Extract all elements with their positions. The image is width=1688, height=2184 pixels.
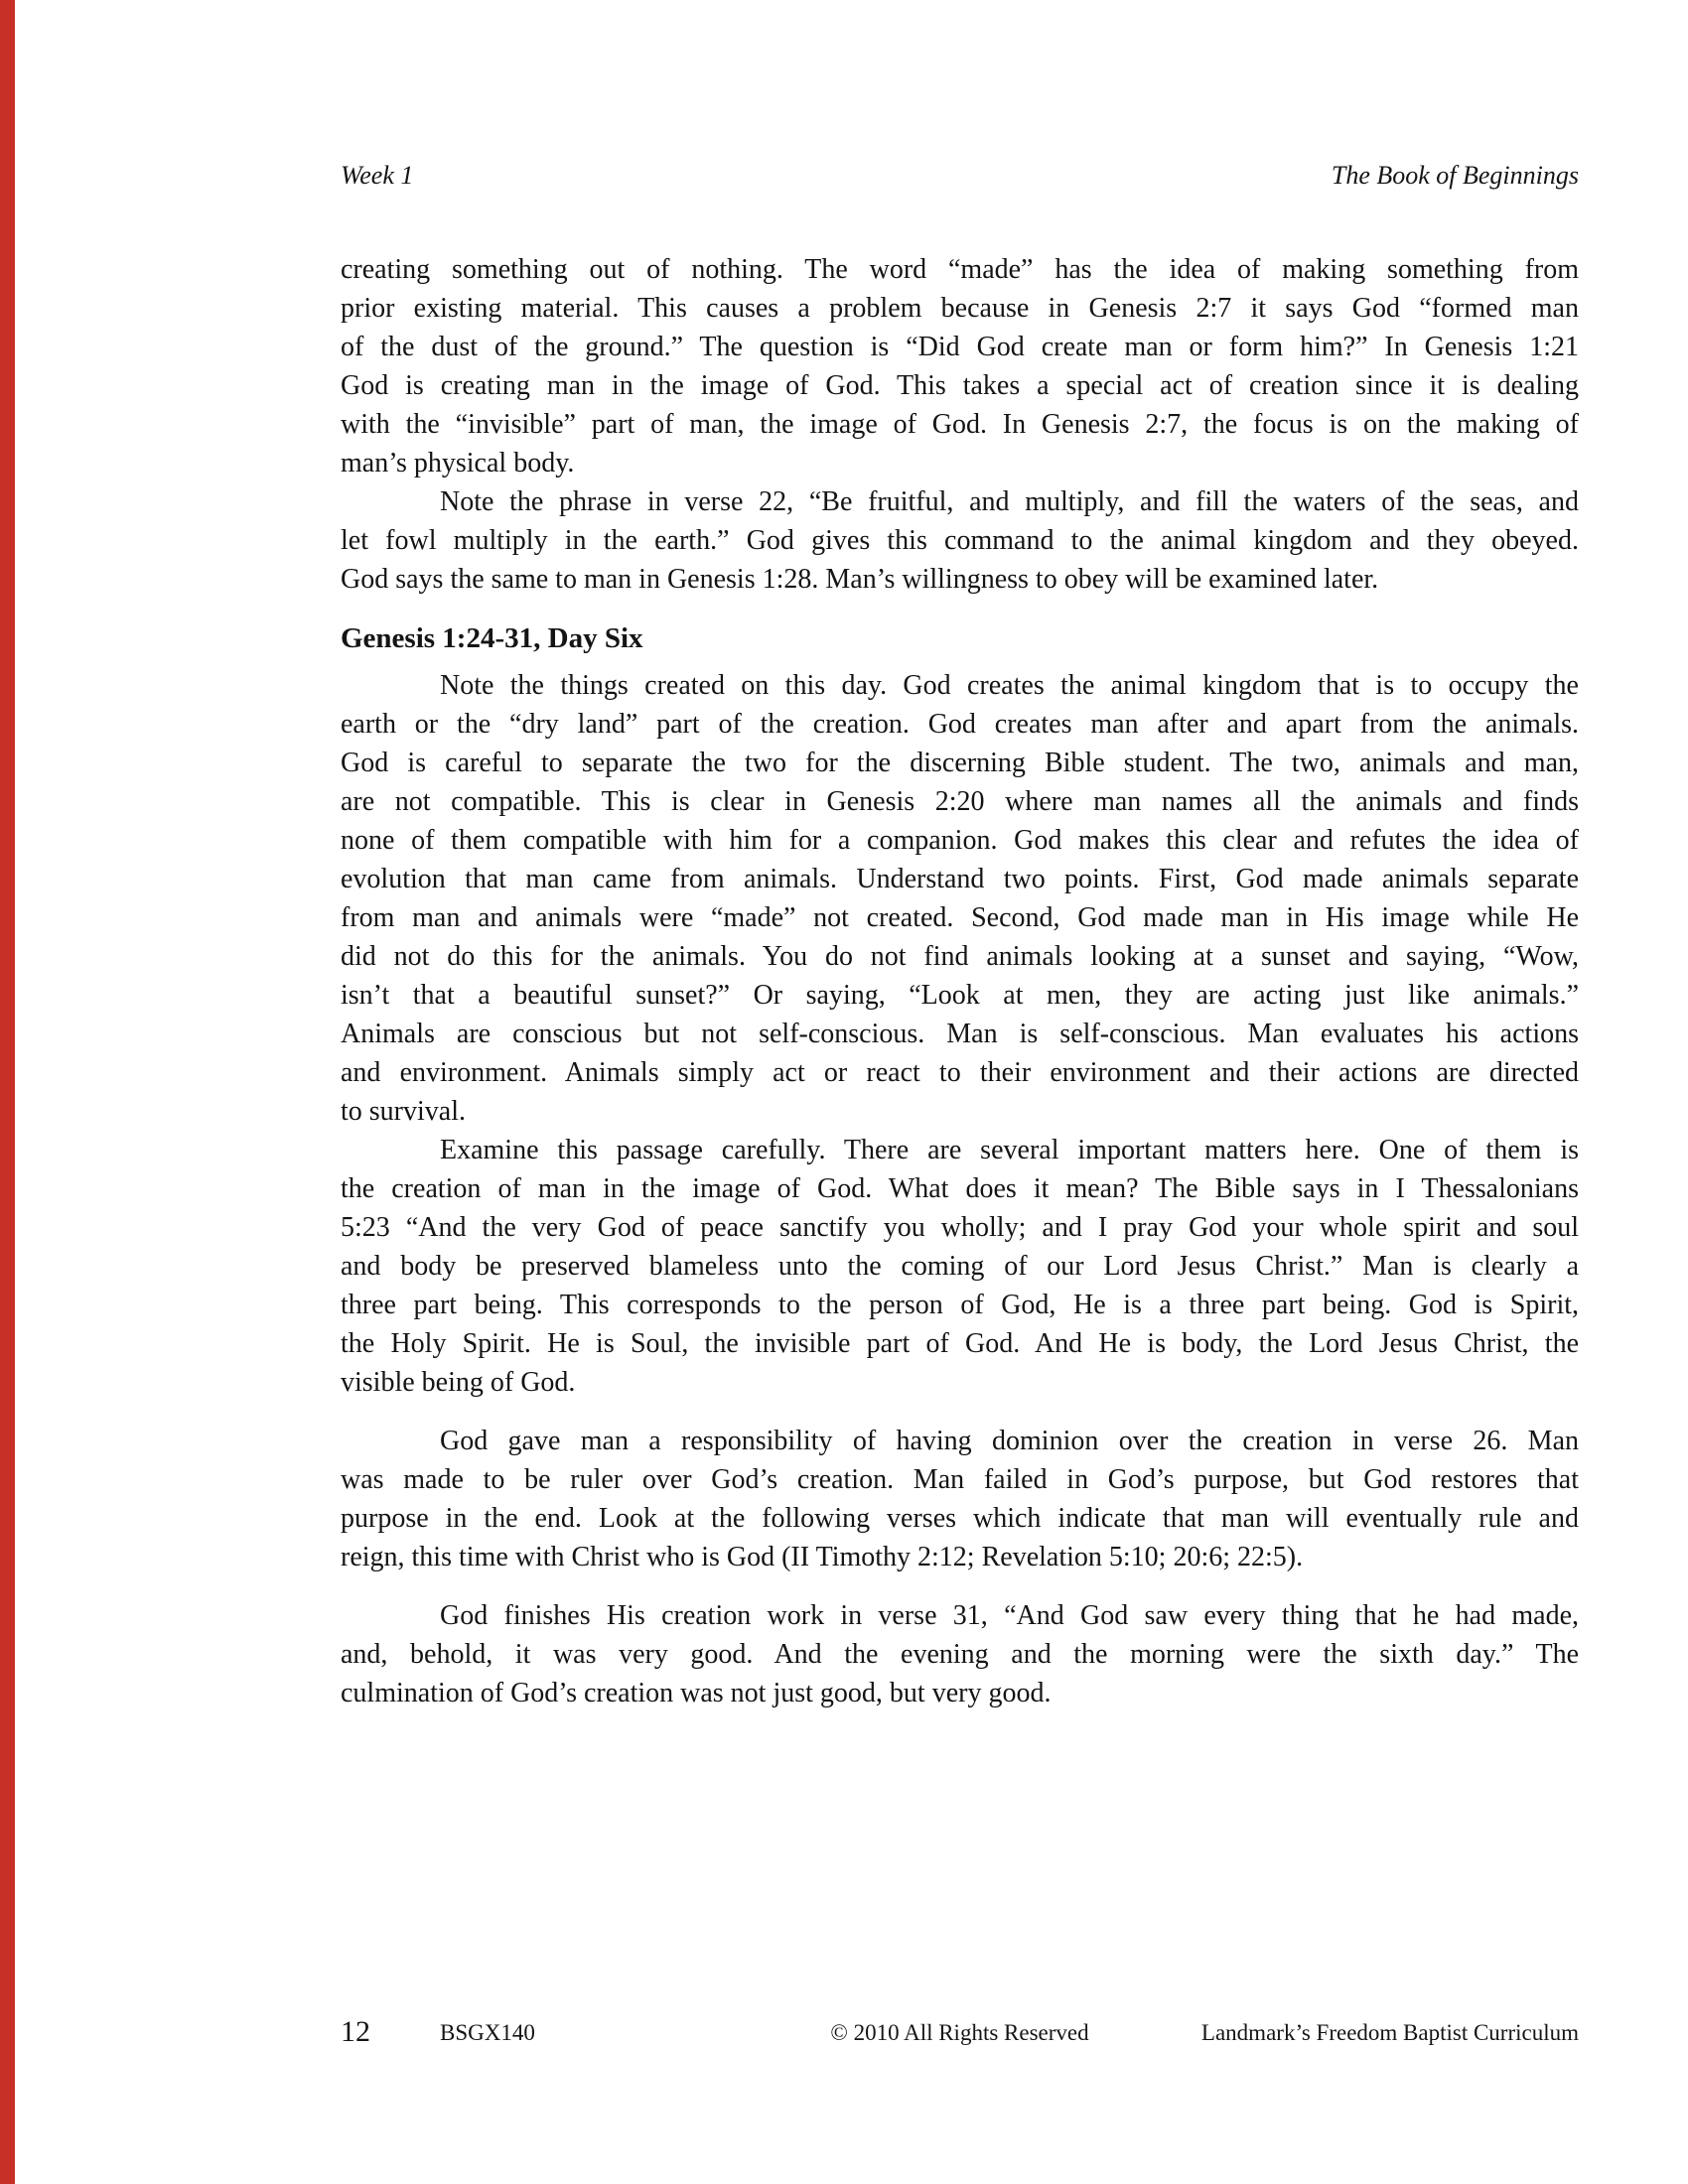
text-line: are not compatible. This is clear in Genesis 2:20 where man names all the animals and finds: [341, 786, 1579, 817]
text-line: culmination of God’s creation was not just good, but very good.: [341, 1678, 1052, 1708]
text-line: and environment. Animals simply act or react to their environment and their actions are directed: [341, 1057, 1579, 1088]
text-line: of the dust of the ground.” The question is “Did God create man or form him?” In Genesis 1:21: [341, 332, 1579, 362]
text-line: and body be preserved blameless unto the coming of our Lord Jesus Christ.” Man is clearly a: [341, 1251, 1579, 1282]
text-line: to survival.: [341, 1096, 466, 1127]
text-line: with the “invisible” part of man, the image of God. In Genesis 2:7, the focus is on the making of: [341, 409, 1579, 440]
text-line: God finishes His creation work in verse 31, “And God saw every thing that he had made,: [440, 1600, 1579, 1631]
footer-copyright: © 2010 All Rights Reserved: [830, 2020, 1089, 2045]
text-line: Note the things created on this day. God creates the animal kingdom that is to occupy the: [440, 670, 1579, 701]
section-heading: Genesis 1:24-31, Day Six: [341, 622, 643, 654]
page-header: [341, 159, 1579, 193]
text-line: Examine this passage carefully. There are several important matters here. One of them is: [440, 1135, 1579, 1165]
footer-document-code: BSGX140: [440, 2020, 535, 2045]
text-line: God says the same to man in Genesis 1:28. Man’s willingness to obey will be examined later.: [341, 564, 1379, 595]
text-line: none of them compatible with him for a companion. God makes this clear and refutes the idea of: [341, 825, 1579, 856]
text-line: three part being. This corresponds to the person of God, He is a three part being. God is Spirit,: [341, 1290, 1579, 1320]
paragraph-continued: [341, 250, 1579, 482]
text-line: and, behold, it was very good. And the evening and the morning were the sixth day.” The: [341, 1639, 1579, 1670]
paragraph: [341, 666, 1579, 1131]
paragraph: [341, 1422, 1579, 1576]
text-line: Animals are conscious but not self-conscious. Man is self-conscious. Man evaluates his actions: [341, 1019, 1579, 1049]
paragraph: [341, 482, 1579, 599]
text-line: the Holy Spirit. He is Soul, the invisible part of God. And He is body, the Lord Jesus Christ, the: [341, 1328, 1579, 1359]
text-line: did not do this for the animals. You do not find animals looking at a sunset and saying, “Wow,: [341, 941, 1579, 972]
header-week-label: Week 1: [341, 161, 414, 190]
text-line: creating something out of nothing. The word “made” has the idea of making something from: [341, 254, 1579, 285]
text-line: earth or the “dry land” part of the creation. God creates man after and apart from the animals.: [341, 709, 1579, 740]
text-line: the creation of man in the image of God. What does it mean? The Bible says in I Thessalonians: [341, 1173, 1579, 1204]
text-line: let fowl multiply in the earth.” God gives this command to the animal kingdom and they obeyed.: [341, 525, 1579, 556]
text-line: 5:23 “And the very God of peace sanctify you wholly; and I pray God your whole spirit and soul: [341, 1212, 1579, 1243]
text-line: reign, this time with Christ who is God (II Timothy 2:12; Revelation 5:10; 20:6; 22:5).: [341, 1542, 1304, 1572]
text-line: man’s physical body.: [341, 448, 575, 478]
text-line: God gave man a responsibility of having dominion over the creation in verse 26. Man: [440, 1426, 1579, 1456]
text-line: from man and animals were “made” not created. Second, God made man in His image while He: [341, 902, 1579, 933]
paragraph: [341, 1596, 1579, 1712]
text-line: Note the phrase in verse 22, “Be fruitful, and multiply, and fill the waters of the seas, and: [440, 486, 1579, 517]
text-line: God is creating man in the image of God. This takes a special act of creation since it is dealing: [341, 370, 1579, 401]
page-footer: [341, 2007, 1579, 2051]
text-line: God is careful to separate the two for the discerning Bible student. The two, animals and man,: [341, 748, 1579, 778]
binding-edge-stripe: [0, 0, 15, 2184]
footer-page-number: 12: [341, 2015, 370, 2048]
text-line: was made to be ruler over God’s creation. Man failed in God’s purpose, but God restores that: [341, 1464, 1579, 1495]
footer-publisher: Landmark’s Freedom Baptist Curriculum: [1200, 2020, 1579, 2045]
paragraph: [341, 1131, 1579, 1402]
body-text: [341, 250, 1579, 1712]
text-line: prior existing material. This causes a problem because in Genesis 2:7 it says God “formed man: [341, 293, 1579, 324]
header-book-title: The Book of Beginnings: [1331, 161, 1579, 190]
text-line: evolution that man came from animals. Understand two points. First, God made animals separate: [341, 864, 1579, 894]
text-line: visible being of God.: [341, 1367, 576, 1398]
text-line: isn’t that a beautiful sunset?” Or saying, “Look at men, they are acting just like animals.”: [341, 980, 1579, 1011]
text-line: purpose in the end. Look at the following verses which indicate that man will eventually rule and: [341, 1503, 1579, 1534]
